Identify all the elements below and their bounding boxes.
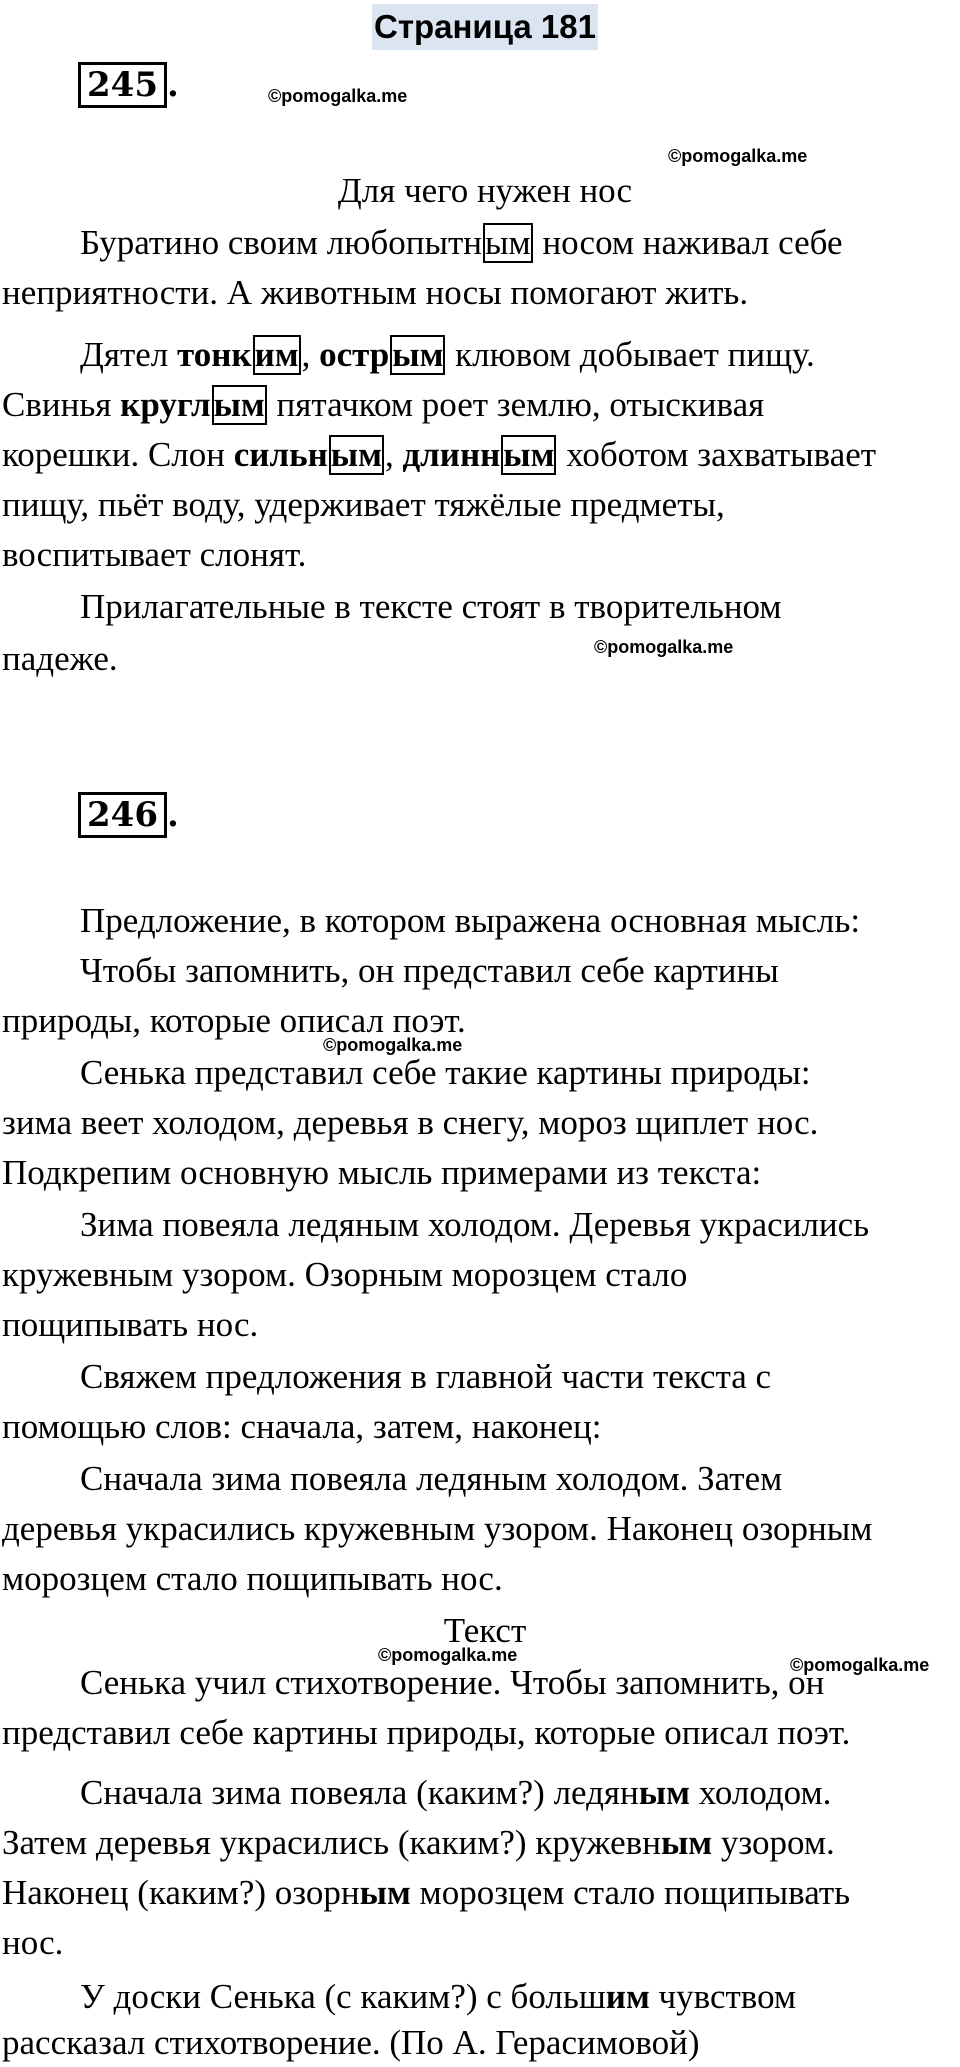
text-line: Предложение, в котором выражена основная мысль: <box>80 901 861 940</box>
text-line: рассказал стихотворение. (По А. Герасимовой) <box>2 2023 700 2062</box>
ending-box: им <box>254 335 299 374</box>
text-line: деревья украсились кружевным узором. Наконец озорным <box>2 1509 873 1548</box>
exercise-number-245: 245 . <box>78 62 179 108</box>
exercise-number-246: 246 . <box>78 792 179 838</box>
text-line: морозцем стало пощипывать нос. <box>2 1559 503 1598</box>
text-line: нос. <box>2 1923 64 1962</box>
text-line: помощью слов: сначала, затем, наконец: <box>2 1407 602 1446</box>
exercise-245-title: Для чего нужен нос <box>337 171 633 210</box>
text-line: Свяжем предложения в главной части текста с <box>80 1357 772 1396</box>
page-title: Страница 181 <box>372 4 598 50</box>
text-line: падеже. <box>2 639 118 678</box>
text-line: кружевным узором. Озорным морозцем стало <box>2 1255 688 1294</box>
text-section-title: Текст <box>443 1611 527 1650</box>
text-line: Прилагательные в тексте стоят в творительном <box>80 587 782 626</box>
text-line: Зима повеяла ледяным холодом. Деревья украсились <box>80 1205 870 1244</box>
text-line: Сенька учил стихотворение. Чтобы запомнить, он <box>80 1663 825 1702</box>
text-line: Буратино своим любопытным носом наживал себе <box>80 223 843 262</box>
watermark: ©pomogalka.me <box>790 1655 930 1675</box>
text-line: корешки. Слон сильным, длинным хоботом захватывает <box>2 435 877 474</box>
text-line: природы, которые описал поэт. <box>2 1001 466 1040</box>
text-line: Дятел тонким, острым клювом добывает пищу. <box>80 335 815 374</box>
text-line: воспитывает слонят. <box>2 535 307 574</box>
watermark: ©pomogalka.me <box>594 637 734 657</box>
text-line: У доски Сенька (с каким?) с большим чувством <box>80 1977 797 2016</box>
text-line: Наконец (каким?) озорным морозцем стало пощипывать <box>2 1873 851 1912</box>
ending-box: ым <box>392 335 444 374</box>
watermark: ©pomogalka.me <box>378 1645 518 1665</box>
text-line: Затем деревья украсились (каким?) кружевным узором. <box>2 1823 835 1862</box>
text-line: Чтобы запомнить, он представил себе картины <box>80 951 779 990</box>
text-line: пищу, пьёт воду, удерживает тяжёлые предметы, <box>2 485 725 524</box>
ending-box: ым <box>485 223 531 262</box>
ending-box: ым <box>503 435 555 474</box>
text-line: Свинья круглым пятачком роет землю, отыскивая <box>2 385 765 424</box>
watermark: ©pomogalka.me <box>323 1035 463 1055</box>
text-line: Сначала зима повеяла (каким?) ледяным холодом. <box>80 1773 832 1812</box>
text-line: неприятности. А животным носы помогают жить. <box>2 273 749 312</box>
text-line: представил себе картины природы, которые описал поэт. <box>2 1713 851 1752</box>
text-line: Сначала зима повеяла ледяным холодом. Затем <box>80 1459 783 1498</box>
text-line: Подкрепим основную мысль примерами из текста: <box>2 1153 762 1192</box>
ending-box: ым <box>213 385 265 424</box>
watermark: ©pomogalka.me <box>668 146 808 166</box>
text-line: зима веет холодом, деревья в снегу, мороз щиплет нос. <box>2 1103 819 1142</box>
watermark: ©pomogalka.me <box>268 86 408 106</box>
text-line: Сенька представил себе такие картины природы: <box>80 1053 811 1092</box>
text-line: пощипывать нос. <box>2 1305 259 1344</box>
ending-box: ым <box>330 435 382 474</box>
